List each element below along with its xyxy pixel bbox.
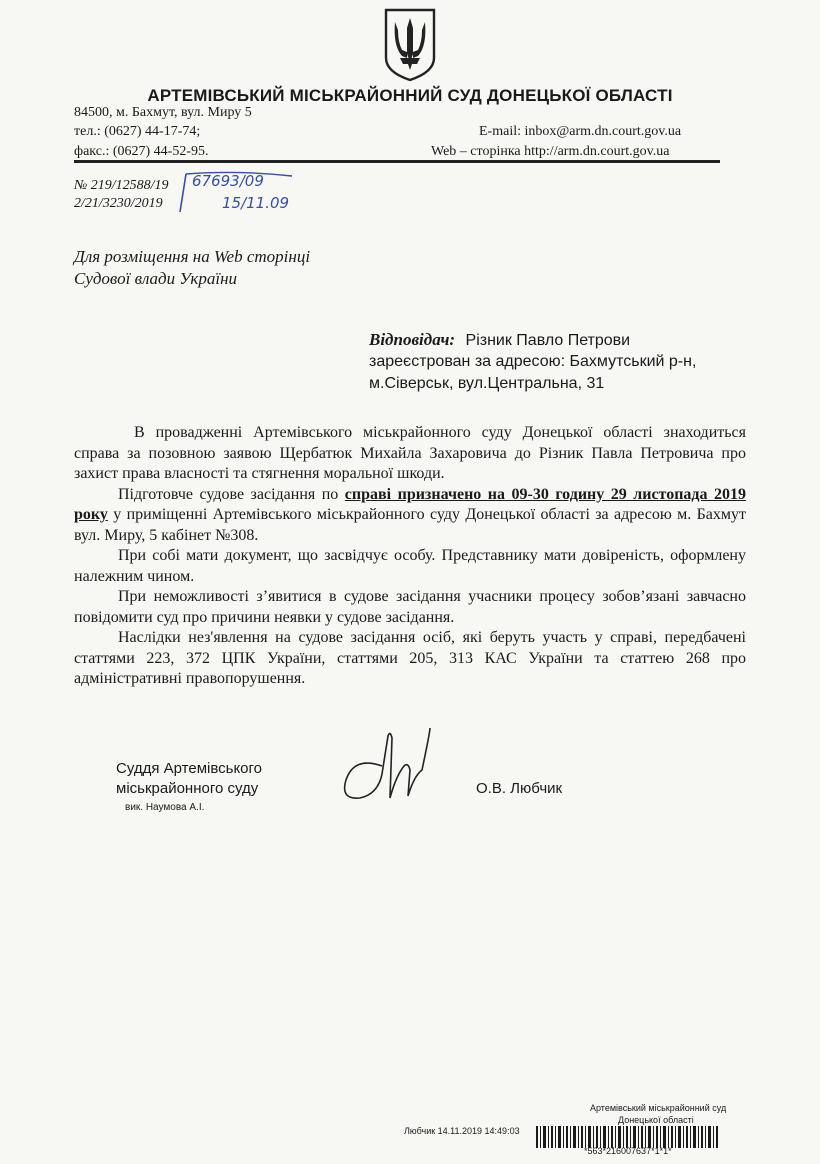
header-divider	[74, 160, 720, 163]
addressee-registration: зареєстрован за адресою: Бахмутський р-н,	[369, 353, 697, 370]
judge-title-line-1: Суддя Артемівського	[116, 760, 263, 777]
stamp-court-line-2: Донецької області	[618, 1115, 694, 1125]
judge-title-line-2: міськрайонного суду	[116, 780, 259, 797]
hearing-text-end: у приміщенні Артемівського міськрайонного суду Донецької області за адресою м. Бахмут вул. Миру, 5 кабінет №308.	[74, 506, 746, 544]
barcode-text: *563*216007637*1*1*	[584, 1146, 672, 1156]
proceeding-number: 2/21/3230/2019	[74, 196, 163, 211]
court-email: E-mail: inbox@arm.dn.court.gov.ua	[479, 124, 682, 139]
handwritten-signature	[338, 726, 438, 810]
paragraph-documents: При собі мати документ, що засвідчує особу. Представнику мати довіреність, оформлену належним чином.	[74, 547, 746, 585]
handwritten-incoming-number: 67693/09	[192, 172, 264, 190]
addressee-address: м.Сіверськ, вул.Центральна, 31	[369, 375, 605, 392]
document-barcode	[536, 1126, 720, 1148]
addressee-name: Різник Павло Петрови	[465, 332, 631, 349]
paragraph-case-info: В провадженні Артемівського міськрайонного суду Донецької області знаходиться справа за позовною заявою Щербатюк Михайла Захаровича до Різник Павла Петровича про захист права власності та стягнення моральної шкоди.	[74, 424, 746, 482]
paragraph-absence-notice: При неможливості з’явитися в судове засідання учасники процесу зобов’язані завчасно повідомити суд про причини неявки у судове засідання.	[74, 588, 746, 626]
web-note-line-2: Судової влади України	[74, 269, 238, 288]
court-name: АРТЕМІВСЬКИЙ МІСЬКРАЙОННИЙ СУД ДОНЕЦЬКОЇ ОБЛАСТІ	[147, 86, 673, 105]
handwritten-incoming-date: 15/11.09	[222, 194, 290, 212]
hearing-text-start: Підготовче судове засідання по	[118, 485, 345, 503]
letter-body	[74, 423, 746, 690]
paragraph-consequences: Наслідки нез'явлення на судове засідання осіб, які беруть участь у справі, передбачені статтями 223, 372 ЦПК України, статтями 205, 313 КАС України та статтею 268 про адміністративні правопорушення.	[74, 629, 746, 687]
stamp-signer-timestamp: Любчик 14.11.2019 14:49:03	[404, 1126, 520, 1136]
web-note-line-1: Для розміщення на Web сторінці	[74, 247, 311, 266]
case-number: № 219/12588/19	[74, 178, 169, 193]
hearing-date-highlight: справі призначено на 09-30 годину 29 листопада 2019 року	[74, 485, 747, 523]
court-phone: тел.: (0627) 44-17-74;	[74, 124, 201, 139]
stamp-court-line-1: Артемівський міськрайонний суд	[590, 1103, 727, 1113]
paragraph-hearing	[74, 485, 746, 547]
judge-name: О.В. Любчик	[476, 780, 563, 797]
court-fax: факс.: (0627) 44-52-95.	[74, 144, 209, 159]
executor: вик. Наумова А.І.	[125, 802, 205, 813]
court-address: 84500, м. Бахмут, вул. Миру 5	[74, 105, 252, 120]
addressee-role-label: Відповідач:	[369, 330, 456, 349]
addressee-line-1	[369, 329, 630, 352]
court-website: Web – сторінка http://arm.dn.court.gov.ua	[431, 144, 670, 159]
trident-emblem-icon	[382, 6, 438, 82]
